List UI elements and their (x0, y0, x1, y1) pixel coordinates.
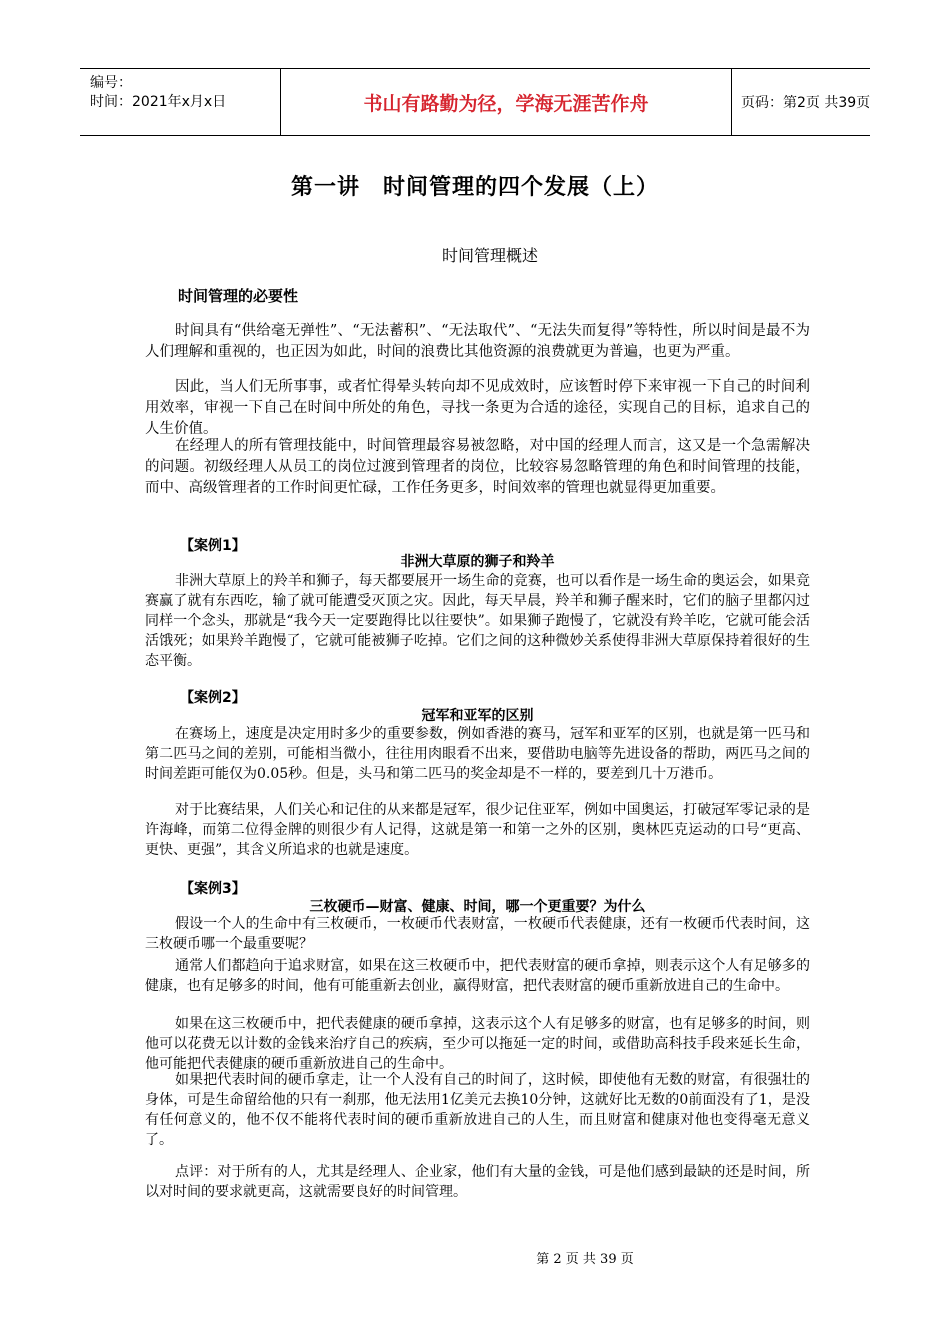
page-subtitle: 时间管理概述 (441, 246, 538, 265)
intro-paragraph-2: 因此，当人们无所事事，或者忙得晕头转向却不见成效时，应该暂时停下来审视一下自己的时间利用效率，审视一下自己在时间中所处的角色，寻找一条更为合适的途径，实现自己的目标，追求自己的人生价值。 (145, 379, 810, 437)
case-3-paragraph-1: 假设一个人的生命中有三枚硬币，一枚硬币代表财富，一枚硬币代表健康，还有一枚硬币代表时间，这三枚硬币哪一个最重要呢？ (145, 916, 810, 952)
page-title: 第一讲 时间管理的四个发展（上） (290, 175, 659, 200)
header-meta (80, 69, 280, 135)
case-3-paragraph-4: 如果把代表时间的硬币拿走，让一个人没有自己的时间了，这时候，即使他有无数的财富，有很强壮的身体，可是生命留给他的只有一刹那，他无法用1亿美元去换10分钟，这就好比无数的0前面没有了1，是没有任何意义的，他不仅不能将代表时间的硬币重新放进自己的人生，而且财富和健康对他也变得毫无意义了。 (145, 1072, 810, 1148)
intro-paragraph-3: 在经理人的所有管理技能中，时间管理最容易被忽略，对中国的经理人而言，这又是一个急需解决的问题。初级经理人从员工的岗位过渡到管理者的岗位，比较容易忽略管理的角色和时间管理的技能，而中、高级管理者的工作时间更忙碌，工作任务更多，时间效率的管理也就显得更加重要。 (145, 438, 810, 496)
case-2-title: 冠军和亚军的区别 (421, 708, 534, 724)
case-3-paragraph-3: 如果在这三枚硬币中，把代表健康的硬币拿掉，这表示这个人有足够多的财富，也有足够多的时间，则他可以花费无以计数的金钱来治疗自己的疾病，至少可以拖延一定的时间，或借助高科技手段来延长生命，他可能把代表健康的硬币重新放进自己的生命中。 (145, 1016, 810, 1072)
header-time-label: 时间：2021年x月x日 (90, 94, 227, 110)
case-1-paragraph-1: 非洲大草原上的羚羊和狮子，每天都要展开一场生命的竞赛，也可以看作是一场生命的奥运会，如果竞赛赢了就有东西吃，输了就可能遭受灭顶之灾。因此，每天早晨，羚羊和狮子醒来时，它们的脑子里都闪过同样一个念头，那就是“我今天一定要跑得比以往要快”。如果狮子跑慢了，它就没有羚羊吃，它就可能会活活饿死；如果羚羊跑慢了，它就可能被狮子吃掉。它们之间的这种微妙关系使得非洲大草原保持着很好的生态平衡。 (145, 573, 810, 669)
case-3-label: 【案例3】 (180, 881, 246, 897)
case-1-title: 非洲大草原的狮子和羚羊 (400, 554, 555, 570)
case-2-label: 【案例2】 (180, 690, 246, 706)
case-3-paragraph-2: 通常人们都趋向于追求财富，如果在这三枚硬币中，把代表财富的硬币拿掉，则表示这个人有足够多的健康，也有足够多的时间，他有可能重新去创业，赢得财富，把代表财富的硬币重新放进自己的生命中。 (145, 958, 810, 994)
case-2-paragraph-1: 在赛场上，速度是决定用时多少的重要参数，例如香港的赛马，冠军和亚军的区别，也就是第一匹马和第二匹马之间的差别，可能相当微小，往往用肉眼看不出来，要借助电脑等先进设备的帮助，两匹马之间的时间差距可能仅为0.05秒。但是，头马和第二匹马的奖金却是不一样的，要差到几十万港币。 (145, 726, 810, 782)
page-footer: 第 2 页 共 39 页 (536, 1252, 634, 1267)
comment-paragraph: 点评：对于所有的人，尤其是经理人、企业家，他们有大量的金钱，可是他们感到最缺的还是时间，所以对时间的要求就更高，这就需要良好的时间管理。 (145, 1164, 810, 1200)
case-1-label: 【案例1】 (180, 538, 246, 554)
header-page-info: 页码：第2页 共39页 (741, 95, 871, 111)
page-header (80, 68, 870, 136)
case-3-title: 三枚硬币—财富、健康、时间，哪一个更重要？为什么 (309, 899, 646, 915)
case-2-paragraph-2: 对于比赛结果，人们关心和记住的从来都是冠军，很少记住亚军，例如中国奥运，打破冠军零记录的是许海峰，而第二位得金牌的则很少有人记得，这就是第一和第一之外的区别，奥林匹克运动的口号“更高、更快、更强”，其含义所追求的也就是速度。 (145, 802, 810, 858)
header-motto: 书山有路勤为径，学海无涯苦作舟 (280, 69, 732, 135)
intro-paragraph-1: 时间具有“供给毫无弹性”、“无法蓄积”、“无法取代”、“无法失而复得”等特性，所以时间是最不为人们理解和重视的，也正因为如此，时间的浪费比其他资源的浪费就更为普遍，也更为严重。 (145, 323, 810, 360)
section-heading: 时间管理的必要性 (178, 287, 299, 305)
header-number-label: 编号： (90, 75, 132, 91)
